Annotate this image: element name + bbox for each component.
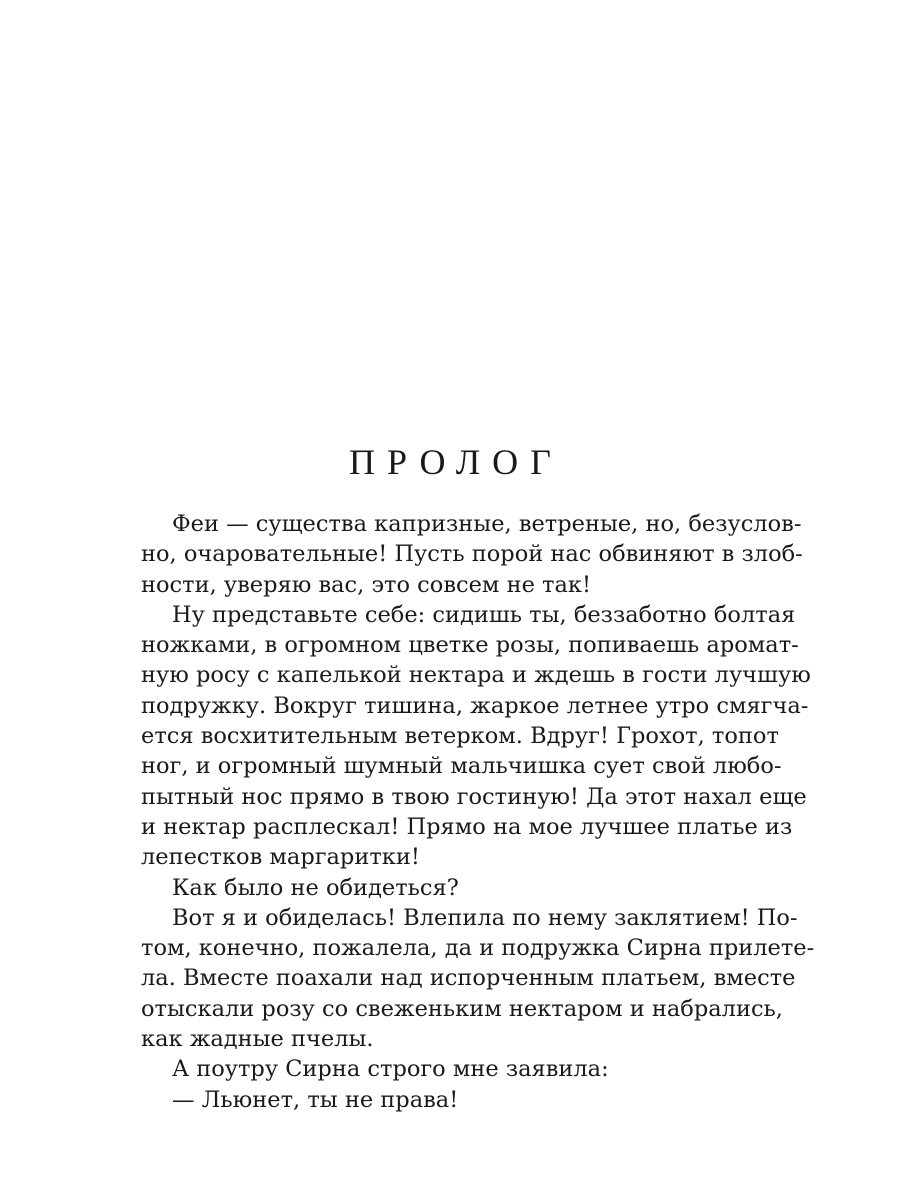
- text-line: ножками, в огромном цветке розы, попиваешь аромат-: [141, 632, 799, 659]
- text-line: А поутру Сирна строго мне заявила:: [172, 1056, 609, 1083]
- text-line: и нектар расплескал! Прямо на мое лучшее платье из: [141, 813, 793, 840]
- text-line: ности, уверяю вас, это совсем не так!: [141, 571, 591, 598]
- text-line: — Льюнет, ты не права!: [172, 1086, 459, 1113]
- text-line: ется восхитительным ветерком. Вдруг! Грохот, топот: [141, 723, 779, 750]
- text-line: как жадные пчелы.: [141, 1026, 374, 1053]
- chapter-title: ПРОЛОГ: [349, 442, 563, 482]
- text-line: ла. Вместе поахали над испорченным платьем, вместе: [141, 965, 796, 992]
- text-line: лепестков маргаритки!: [141, 844, 420, 871]
- text-line: Ну представьте себе: сидишь ты, беззаботно болтая: [172, 601, 796, 628]
- text-line: Вот я и обиделась! Влепила по нему заклятием! По-: [172, 904, 798, 931]
- text-line: Как было не обидеться?: [172, 874, 459, 901]
- text-line: пытный нос прямо в твою гостиную! Да этот нахал еще: [141, 783, 807, 810]
- text-line: подружку. Вокруг тишина, жаркое летнее утро смягча-: [141, 692, 809, 719]
- text-line: отыскали розу со свеженьким нектаром и набрались,: [141, 995, 783, 1022]
- text-line: том, конечно, пожалела, да и подружка Сирна прилете-: [141, 935, 815, 962]
- prologue-text: [141, 509, 815, 1115]
- text-line: Феи — существа капризные, ветреные, но, безуслов-: [172, 511, 802, 537]
- text-line: ног, и огромный шумный мальчишка сует свой любо-: [141, 753, 782, 780]
- text-line: ную росу с капелькой нектара и ждешь в гости лучшую: [141, 662, 811, 689]
- text-line: но, очаровательные! Пусть порой нас обвиняют в злоб-: [141, 541, 803, 568]
